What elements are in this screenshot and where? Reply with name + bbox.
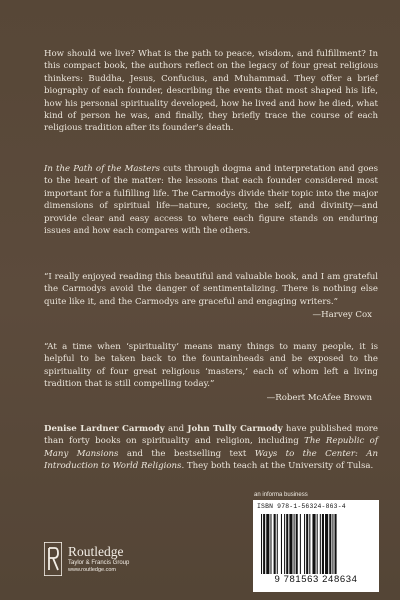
review-quote: “I really enjoyed reading this beautiful and valuable book, and I am grateful the Carmodys avoid the danger of sentimentalizing. There is nothing else quite like it, and the Carmodys are graceful and engaging writers.” <box>44 272 378 307</box>
publisher-group: Taylor & Francis Group <box>68 560 130 566</box>
review-author: —Robert McAfee Brown <box>266 392 372 403</box>
review-quote: “At a time when ‘spirituality’ means many things to many people, it is helpful to be taken back to the fountainheads and be exposed to the spirituality of four great religious ‘masters,’ each of whom left a living tradition that is still compelling today.” <box>44 342 378 390</box>
publisher-name: Routledge <box>68 544 124 559</box>
description-paragraph-1: How should we live? What is the path to peace, wisdom, and fulfillment? In this compact book, the authors reflect on the legacy of four great religious thinkers: Buddha, Jesus, Confucius, and Muhammad. They offer a brief biography of each founder, describing the events that most shaped his life, how his personal spirituality developed, how he lived and how he died, what kind of person he was, and finally, they briefly trace the course of each religious tradition after its founder's death. <box>44 49 378 134</box>
book-title-2: Ways to the Center: An Introduction to World Religions <box>44 448 378 472</box>
book-title-1: The Republic of Many Mansions <box>44 436 378 459</box>
description-paragraph-2: In the Path of the Masters cuts through dogma and interpretation and goes to the heart of the matter: the lessons that each founder considered most important for a fulfilling life. The Carmodys divide their topic into the major dimensions of spiritual life—nature, society, the self, and divinity—and provide clear and easy access to where each figure stands on enduring issues and how each compares with the others. <box>44 164 378 237</box>
author-bio: Denise Lardner Carmody and John Tully Carmody have published more than forty books on spirituality and religion, including The Republic of Many Mansions and the bestselling text Ways to the Center: An Introduction to World Religions. They both teach at the University of Tulsa. <box>44 424 379 472</box>
informa-label: an informa business <box>254 492 308 498</box>
author-name-1: Denise Lardner Carmody <box>44 424 165 434</box>
review-2 <box>44 341 378 404</box>
publisher-logo <box>44 542 194 582</box>
barcode <box>253 500 379 592</box>
review-1 <box>44 271 378 322</box>
author-name-2: John Tully Carmody <box>187 424 283 434</box>
barcode-digits: 9 781563 248634 <box>274 574 358 585</box>
routledge-icon <box>44 542 62 576</box>
isbn-text: ISBN 978-1-56324-863-4 <box>257 503 346 510</box>
barcode-bars <box>261 514 371 574</box>
review-author: —Harvey Cox <box>312 310 372 321</box>
book-title: In the Path of the Masters <box>44 164 160 174</box>
publisher-url: www.routledge.com <box>68 567 116 573</box>
